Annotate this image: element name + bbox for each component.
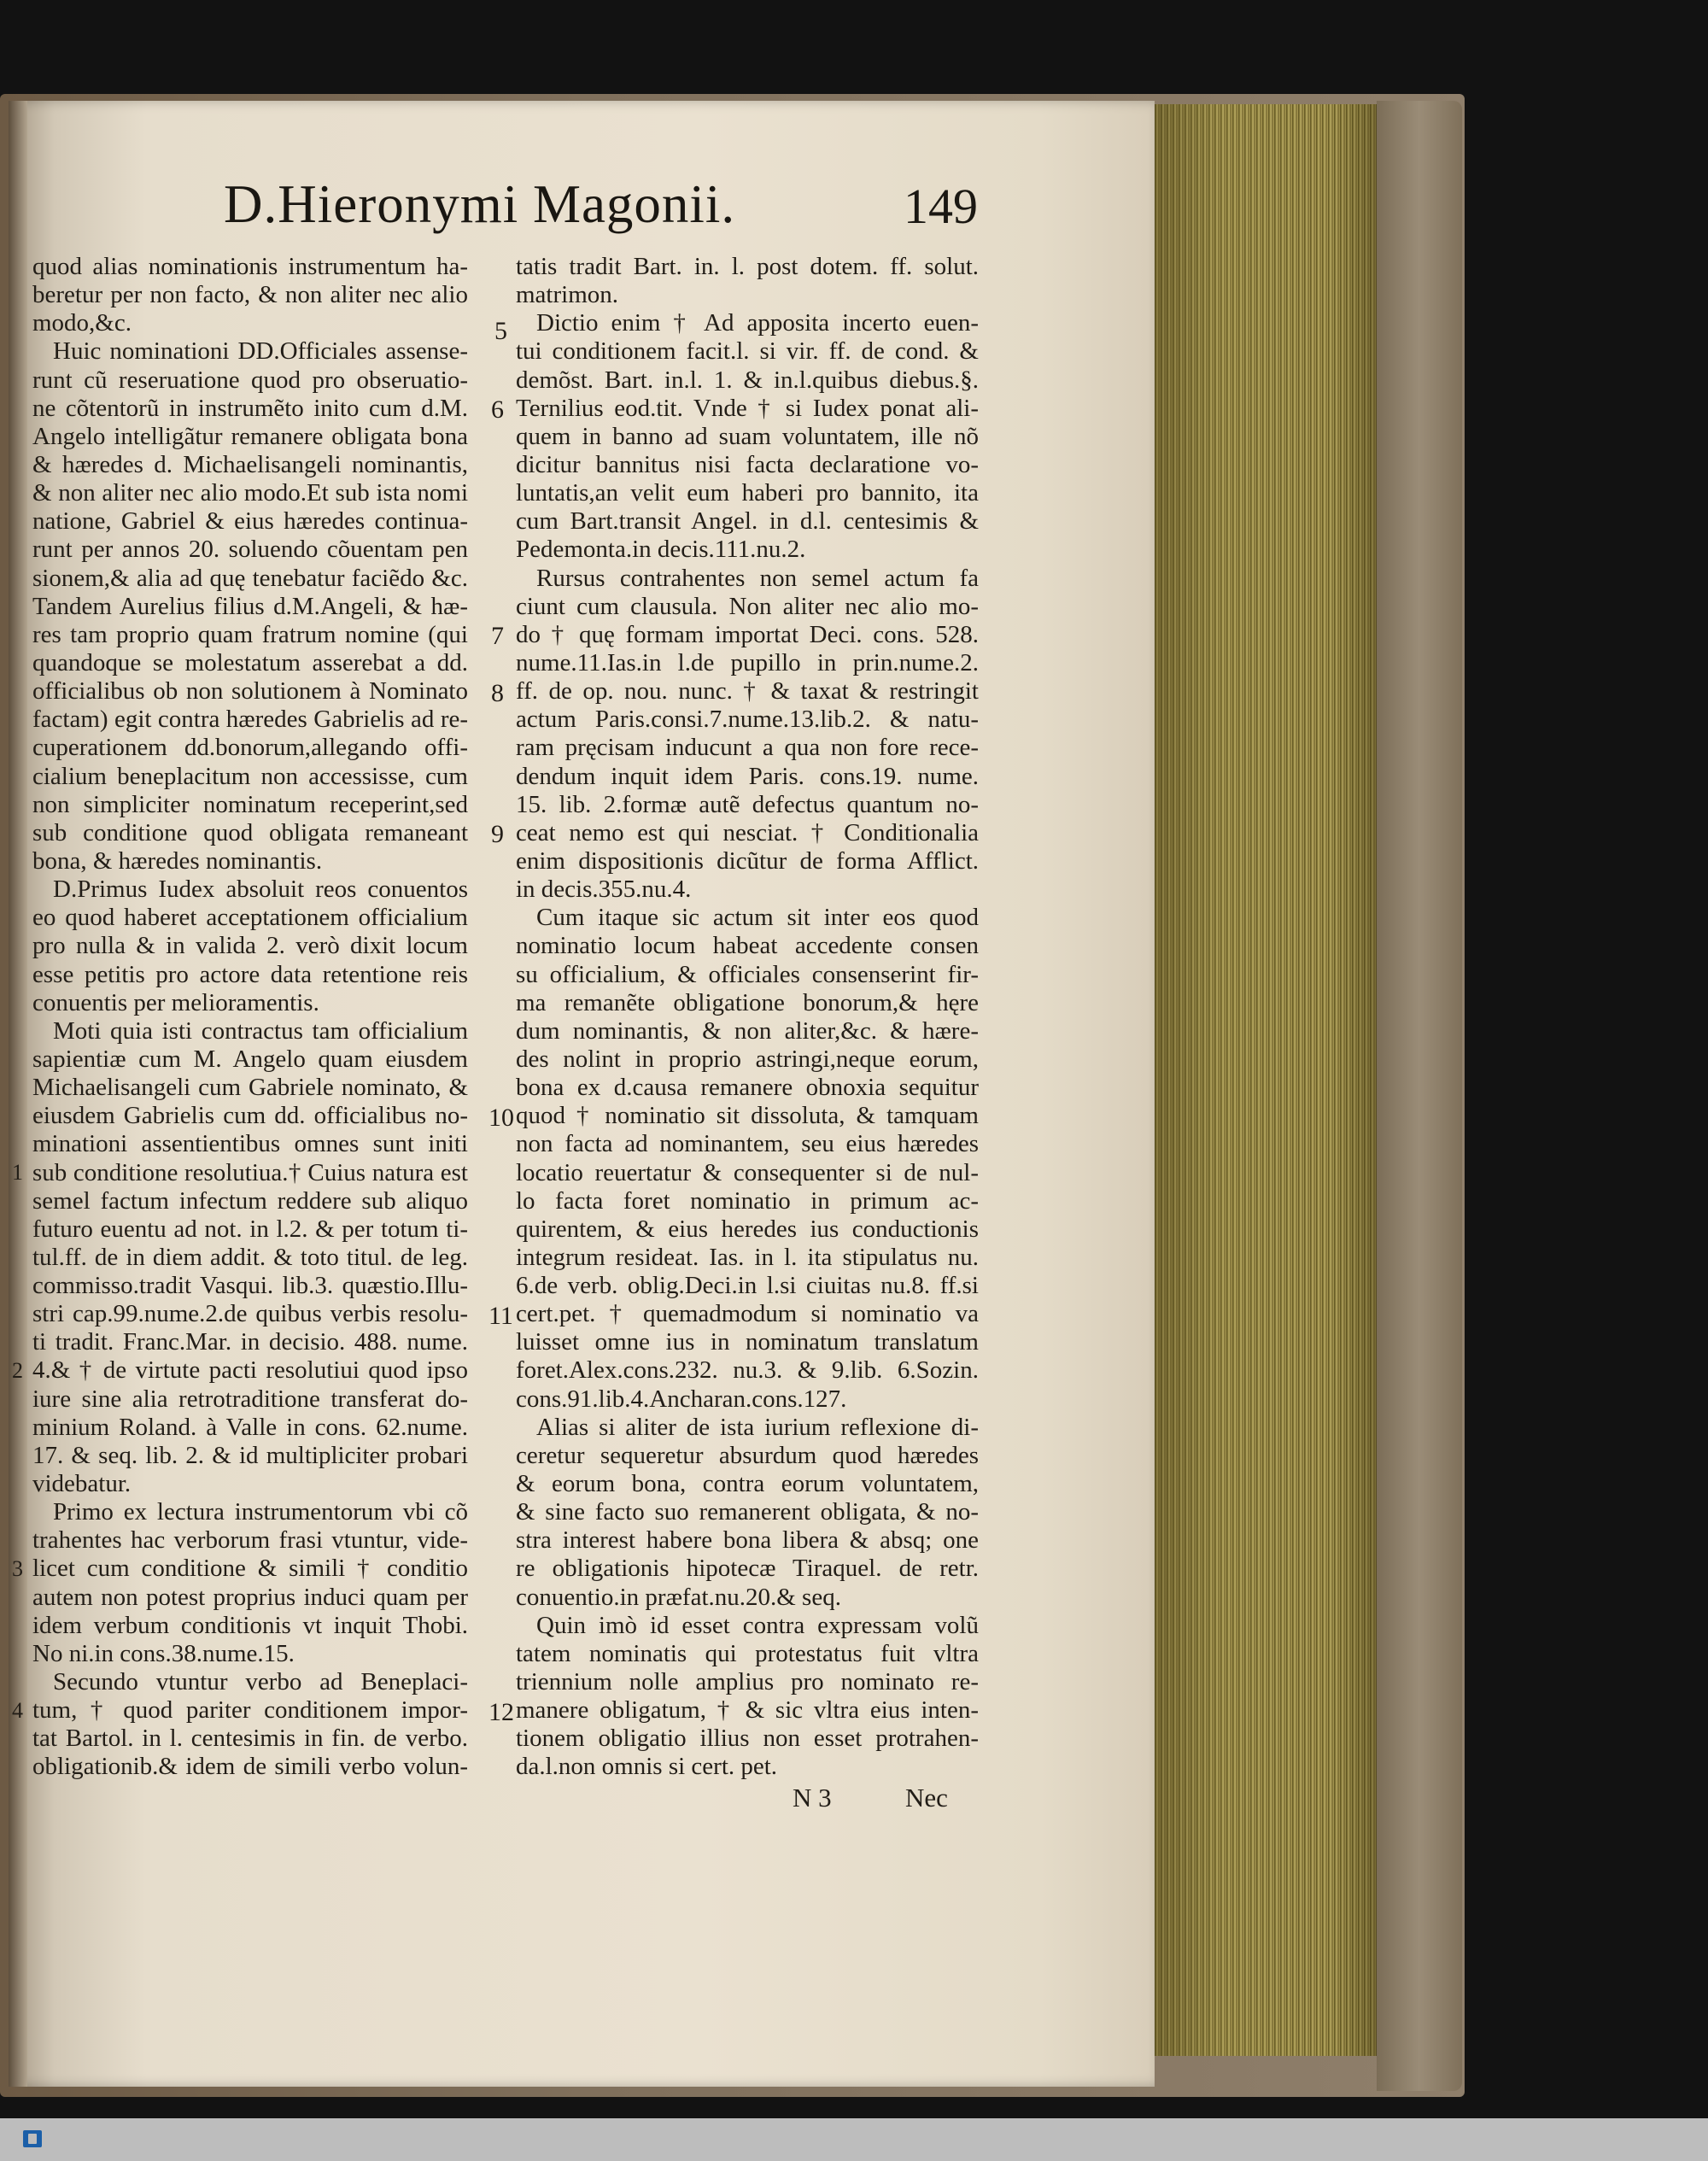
margin-number: 6 (491, 395, 504, 424)
text-line: sapientiæ cum M. Angelo quam eiusdem (32, 1045, 468, 1073)
text-line: & sine facto suo remanerent obligata, & no- (516, 1498, 979, 1526)
text-line: commisso.tradit Vasqui. lib.3. quæstio.Illu- (32, 1272, 468, 1300)
text-line: lo facta foret nominatio in primum ac- (516, 1186, 979, 1215)
text-line: idem verbum conditionis vt inquit Thobi. (32, 1611, 468, 1639)
text-line: autem non potest proprius induci quam per (32, 1583, 468, 1611)
text-line: quirentem, & eius heredes ius conductionis (516, 1215, 979, 1243)
text-line: Angelo intelligãtur remanere obligata bona (32, 422, 468, 450)
text-line: Tandem Aurelius filius d.M.Angeli, & hæ- (32, 592, 468, 620)
library-logo-mark (23, 2130, 42, 2147)
text-line: 6.de verb. oblig.Deci.in l.si ciuitas nu.8. ff.si (516, 1272, 979, 1300)
text-line: Primo ex lectura instrumentorum vbi cõ (53, 1498, 468, 1526)
text-line: eo quod haberet acceptationem officialium (32, 904, 468, 932)
text-line: conuentio.in præfat.nu.20.& seq. (516, 1583, 841, 1611)
text-line: ciunt cum clausula. Non aliter nec alio mo- (516, 592, 979, 620)
text-line: officialibus ob non solutionem à Nominato (32, 677, 468, 706)
margin-number: 9 (491, 820, 504, 848)
text-line: bona, & hæredes nominantis. (32, 846, 323, 875)
text-line: ram pręcisam inducunt a qua non fore rece- (516, 734, 979, 762)
text-line: Huic nominationi DD.Officiales assense- (53, 337, 468, 366)
viewer-bottom-bar (0, 2118, 1708, 2161)
text-line: Pedemonta.in decis.111.nu.2. (516, 536, 806, 564)
text-line: dum nominantis, & non aliter,&c. & hære- (516, 1016, 979, 1045)
text-line: nume.11.Ias.in l.de pupillo in prin.nume.2. (516, 648, 979, 676)
text-line: dendum inquit idem Paris. cons.19. nume. (516, 762, 979, 790)
text-line: licet cum conditione & simili † conditio (32, 1555, 468, 1583)
cover-edge (1377, 101, 1462, 2091)
text-line: minium Roland. à Valle in cons. 62.nume. (32, 1413, 468, 1441)
text-line: sionem,& alia ad quę tenebatur faciẽdo &c. (32, 564, 468, 592)
text-line: non facta ad nominantem, seu eius hæredes (516, 1130, 979, 1158)
text-line: in decis.355.nu.4. (516, 876, 692, 904)
text-line: Rursus contrahentes non semel actum fa (536, 564, 979, 592)
text-line: res tam proprio quam fratrum nomine (qui (32, 620, 468, 648)
text-line: runt cũ reseruatione quod pro obseruatio- (32, 366, 468, 394)
text-line: tui conditionem facit.l. si vir. ff. de cond. & (516, 337, 979, 366)
text-line: Moti quia isti contractus tam officialium (53, 1016, 468, 1045)
text-line: runt per annos 20. soluendo cõuentam pen (32, 536, 468, 564)
text-line: tatis tradit Bart. in. l. post dotem. ff. solut. (516, 253, 979, 280)
text-line: Cum itaque sic actum sit inter eos quod (536, 904, 979, 932)
page-edges (1155, 104, 1377, 2056)
text-line: factam) egit contra hæredes Gabrielis ad re- (32, 706, 468, 734)
text-line: pro nulla & in valida 2. verò dixit locum (32, 932, 468, 960)
text-line: videbatur. (32, 1470, 132, 1498)
text-line: Secundo vtuntur verbo ad Beneplaci- (53, 1668, 468, 1696)
text-line: 4.& † de virtute pacti resolutiui quod ipso (32, 1356, 468, 1385)
page-number: 149 (904, 179, 978, 234)
text-line: D.Primus Iudex absoluit reos conuentos (53, 876, 468, 904)
text-line: eiusdem Gabrielis cum dd. officialibus no- (32, 1102, 468, 1130)
text-line: semel factum infectum reddere sub aliquo (32, 1186, 468, 1215)
text-line: su officialium, & officiales consenserint fir- (516, 960, 979, 988)
text-line: Dictio enim † Ad apposita incerto euen- (536, 309, 979, 337)
page-gutter (9, 101, 27, 2087)
text-line: natione, Gabriel & eius hæredes continua- (32, 507, 468, 536)
text-line: ceretur sequeretur absurdum quod hæredes (516, 1441, 979, 1469)
text-line: demõst. Bart. in.l. 1. & in.l.quibus diebus.§. (516, 366, 979, 394)
text-line: & non aliter nec alio modo.Et sub ista nomi (32, 479, 468, 507)
text-line: futuro euentu ad not. in l.2. & per totum ti- (32, 1215, 468, 1243)
text-line: tum, † quod pariter conditionem impor- (32, 1696, 468, 1725)
text-line: cialium beneplacitum non accessisse, cum (32, 762, 468, 790)
text-line: stri cap.99.nume.2.de quibus verbis resolu- (32, 1300, 468, 1328)
text-line: ne cõtentorũ in instrumẽto inito cum d.M. (32, 394, 468, 422)
text-line: tatem nominatis qui protestatus fuit vltra (516, 1639, 979, 1667)
text-line: sub conditione quod obligata remaneant (32, 818, 468, 846)
text-line: cons.91.lib.4.Ancharan.cons.127. (516, 1385, 847, 1413)
text-line: ma remanẽte obligatione bonorum,& hęre (516, 988, 979, 1016)
library-logo (12, 2122, 53, 2158)
text-line: quod alias nominationis instrumentum ha- (32, 253, 468, 280)
text-line: beretur per non facto, & non aliter nec alio (32, 281, 468, 309)
text-line: Quin imò id esset contra expressam volũ (536, 1611, 979, 1639)
text-line: 17. & seq. lib. 2. & id multipliciter probari (32, 1441, 468, 1469)
text-line: cert.pet. † quemadmodum si nominatio va (516, 1300, 979, 1328)
margin-number: 1 (12, 1160, 23, 1185)
text-line: Alias si aliter de ista iurium reflexione di- (536, 1413, 979, 1441)
text-line: luntatis,an velit eum haberi pro bannito, ita (516, 479, 979, 507)
text-line: Michaelisangeli cum Gabriele nominato, & (32, 1074, 468, 1102)
running-header: D.Hieronymi Magonii. (224, 174, 736, 234)
text-line: locatio reuertatur & consequenter si de nul- (516, 1158, 979, 1186)
text-line: non simpliciter nominatum receperint,sed (32, 790, 468, 818)
text-line: quod † nominatio sit dissoluta, & tamquam (516, 1102, 979, 1130)
right-column (516, 253, 979, 1782)
text-line: cuperationem dd.bonorum,allegando offi- (32, 734, 468, 762)
text-line: modo,&c. (32, 309, 132, 337)
margin-number: 5 (494, 317, 507, 345)
left-column (32, 253, 468, 1782)
text-line: & eorum bona, contra eorum voluntatem, (516, 1470, 979, 1498)
margin-number: 12 (488, 1698, 514, 1726)
text-line: actum Paris.consi.7.nume.13.lib.2. & natu- (516, 706, 979, 734)
text-line: nominatio locum habeat accedente consen (516, 932, 979, 960)
text-line: tat Bartol. in l. centesimis in fin. de verbo. (32, 1725, 468, 1753)
text-line: quem in banno ad suam voluntatem, ille nõ (516, 422, 979, 450)
text-line: tionem obligatio illius non esset protrahen- (516, 1725, 979, 1753)
catchword: Nec (905, 1783, 948, 1813)
text-line: ti tradit. Franc.Mar. in decisio. 488. nume. (32, 1328, 468, 1356)
text-line: enim dispositionis dicũtur de forma Afflict. (516, 846, 979, 875)
text-line: conuentis per melioramentis. (32, 988, 319, 1016)
text-line: foret.Alex.cons.232. nu.3. & 9.lib. 6.Sozin. (516, 1356, 979, 1385)
margin-number: 4 (12, 1698, 23, 1723)
text-line: cum Bart.transit Angel. in d.l. centesimis & (516, 507, 979, 536)
text-line: ff. de op. nou. nunc. † & taxat & restringit (516, 677, 979, 706)
margin-number: 3 (12, 1556, 23, 1581)
margin-number: 11 (488, 1302, 513, 1330)
text-line: da.l.non omnis si cert. pet. (516, 1753, 778, 1781)
text-line: tul.ff. de in diem addit. & toto titul. de leg. (32, 1243, 468, 1271)
text-line: esse petitis pro actore data retentione reis (32, 960, 468, 988)
text-line: Ternilius eod.tit. Vnde † si Iudex ponat ali- (516, 394, 979, 422)
text-line: quandoque se molestatum asserebat a dd. (32, 648, 468, 676)
text-line: manere obligatum, † & sic vltra eius inten- (516, 1696, 979, 1725)
text-line: re obligationis hipotecæ Tiraquel. de retr. (516, 1555, 979, 1583)
text-line: des nolint in proprio astringi,neque eorum, (516, 1045, 979, 1073)
text-line: 15. lib. 2.formæ autẽ defectus quantum no- (516, 790, 979, 818)
text-line: No ni.in cons.38.nume.15. (32, 1639, 295, 1667)
text-line: dicitur bannitus nisi facta declaratione vo- (516, 450, 979, 478)
text-line: & hæredes d. Michaelisangeli nominantis, (32, 450, 468, 478)
text-line: luisset omne ius in nominatum translatum (516, 1328, 979, 1356)
text-line: triennium nolle amplius pro nominato re- (516, 1668, 979, 1696)
text-line: trahentes hac verborum frasi vtuntur, vide- (32, 1526, 468, 1555)
text-line: sub conditione resolutiua.† Cuius natura est (32, 1158, 468, 1186)
signature-mark: N 3 (793, 1783, 832, 1813)
text-line: minationi assentientibus omnes sunt initi (32, 1130, 468, 1158)
margin-number: 2 (12, 1358, 23, 1383)
text-line: stra interest habere bona libera & absq; one (516, 1526, 979, 1555)
text-line: ceat nemo est qui nesciat. † Conditionalia (516, 818, 979, 846)
margin-number: 10 (488, 1104, 514, 1132)
text-line: matrimon. (516, 281, 619, 309)
text-line: integrum resideat. Ias. in l. ita stipulatus nu. (516, 1243, 979, 1271)
margin-number: 8 (491, 679, 504, 707)
text-line: bona ex d.causa remanere obnoxia sequitur (516, 1074, 979, 1102)
text-line: do † quę formam importat Deci. cons. 528. (516, 620, 979, 648)
text-line: iure sine alia retrotraditione transferat do- (32, 1385, 468, 1413)
text-line: obligationib.& idem de simili verbo volun- (32, 1753, 468, 1781)
margin-number: 7 (491, 622, 504, 650)
